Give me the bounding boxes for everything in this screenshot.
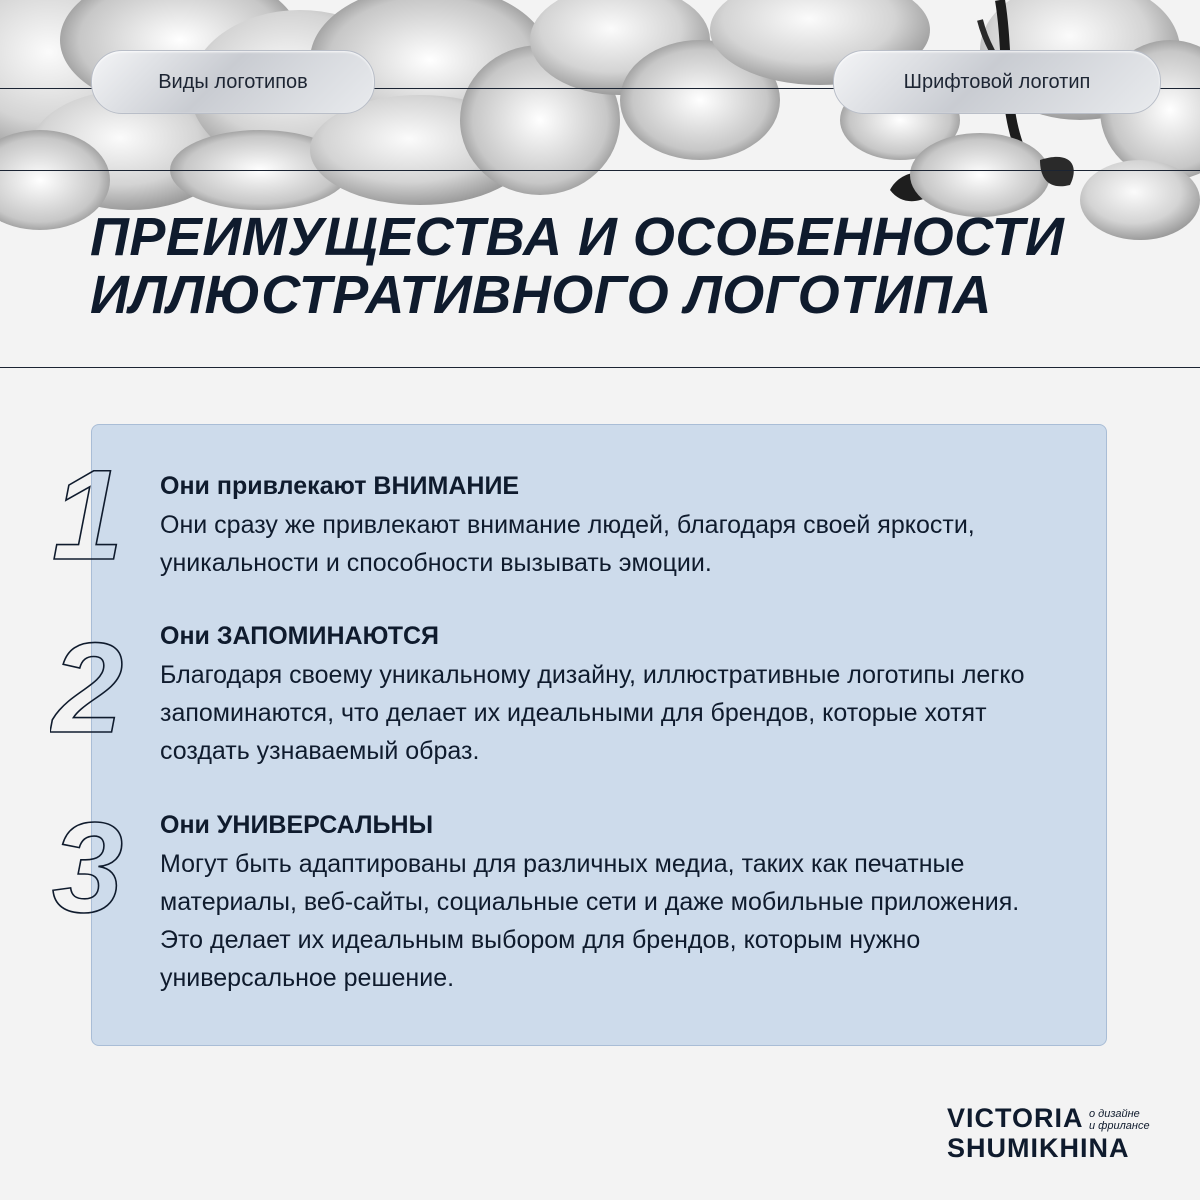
- brand-name-line-2: SHUMIKHINA: [947, 1133, 1130, 1163]
- brand-tagline: [1089, 1108, 1150, 1132]
- brand-tagline-line-1: о дизайне: [1089, 1108, 1140, 1120]
- list-item: [160, 809, 1060, 997]
- divider-line-upper: [0, 170, 1200, 171]
- next-topic-button[interactable]: [833, 50, 1161, 114]
- item-text: Они сразу же привлекают внимание людей, благодаря своей яркости, уникальности и способности вызывать эмоции.: [160, 511, 975, 577]
- svg-text:3: 3: [52, 808, 124, 918]
- prev-topic-button[interactable]: [91, 50, 375, 114]
- prev-topic-label: Виды логотипов: [158, 70, 308, 93]
- item-heading: Они ЗАПОМИНАЮТСЯ: [160, 622, 440, 650]
- item-heading: Они привлекают ВНИМАНИЕ: [160, 472, 520, 500]
- divider-line-lower: [0, 367, 1200, 368]
- svg-text:2: 2: [52, 628, 124, 738]
- item-text: Могут быть адаптированы для различных медиа, таких как печатные материалы, веб-сайты, социальные сети и даже мобильные приложения. Это делает их идеальным выбором для брендов, которым нужно универсальное решение.: [160, 850, 1020, 992]
- brand-name-line-1: VICTORIA: [947, 1103, 1084, 1133]
- brand-logo: [947, 1104, 1167, 1164]
- number-three-outline: [50, 808, 150, 918]
- page-title-line-1: ПРЕИМУЩЕСТВА И ОСОБЕННОСТИ: [90, 207, 1065, 267]
- page-title: [90, 208, 1064, 324]
- list-item: [160, 470, 1060, 582]
- item-text: Благодаря своему уникальному дизайну, иллюстративные логотипы легко запоминаются, что делает их идеальными для брендов, которые хотят создать узнаваемый образ.: [160, 661, 1025, 765]
- brand-tagline-line-2: и фрилансе: [1089, 1120, 1150, 1132]
- number-two-outline: [50, 628, 150, 738]
- number-one-outline: [50, 455, 150, 565]
- item-heading: Они УНИВЕРСАЛЬНЫ: [160, 811, 434, 839]
- next-topic-label: Шрифтовой логотип: [903, 70, 1091, 93]
- list-item: [160, 620, 1060, 770]
- page-title-line-2: ИЛЛЮСТРАТИВНОГО ЛОГОТИПА: [90, 265, 992, 325]
- svg-text:1: 1: [52, 455, 124, 565]
